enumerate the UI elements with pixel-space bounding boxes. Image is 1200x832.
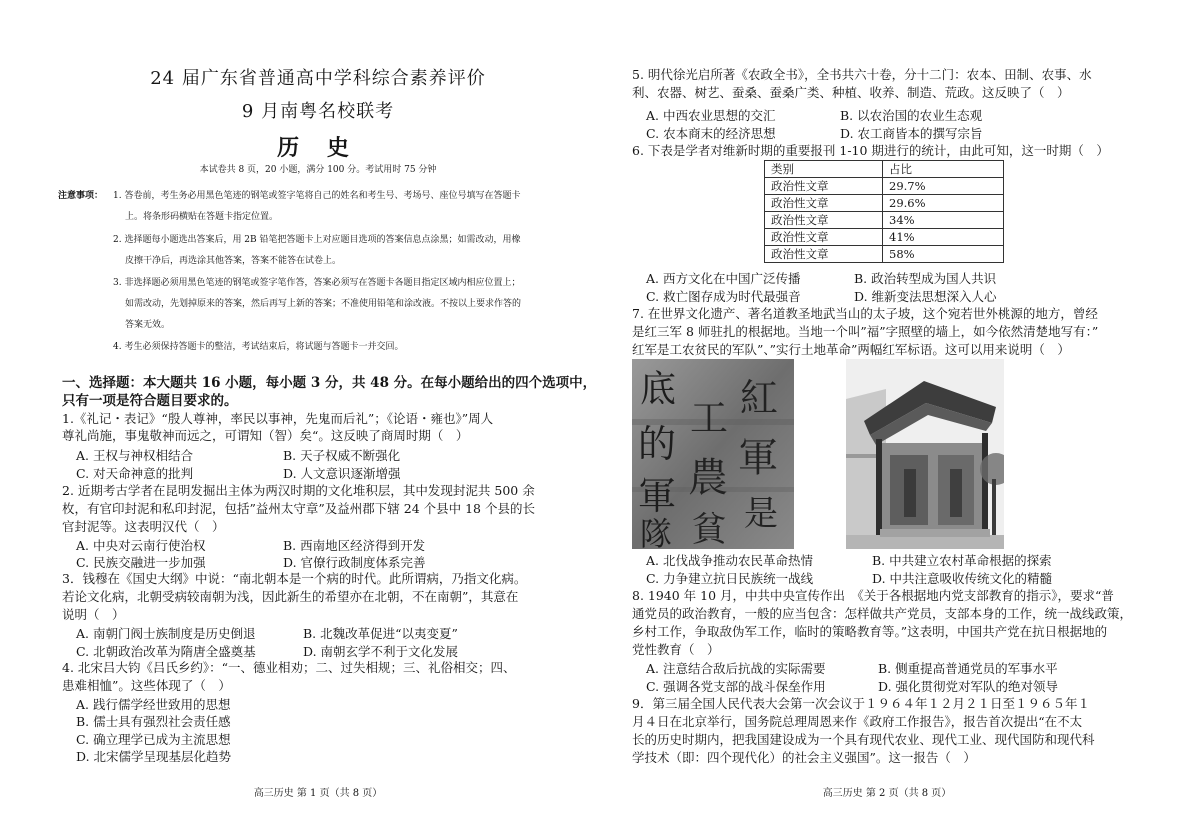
exam-info: 本试卷共 8 页，20 小题，满分 100 分。考试用时 75 分钟	[199, 165, 437, 175]
option-b[interactable]: B. 北魏改革促进“以夷变夏”	[303, 626, 458, 641]
calligraphy-char: 軍	[738, 435, 778, 481]
notice-line: 如需改动，先划掉原来的答案，然后再写上新的答案；不准使用铅笔和涂改液。不按以上要求作答的	[125, 299, 522, 309]
option-c[interactable]: C. 北朝政治改革为隋唐全盛奠基	[76, 644, 256, 659]
calligraphy-char: 農	[688, 455, 728, 501]
option-b[interactable]: B. 以农治国的农业生态观	[840, 108, 983, 123]
question-text: 红军是工农贫民的军队”、”实行土地革命”两幅红军标语。这可以用来说明（ ）	[632, 342, 1070, 357]
option-d[interactable]: D. 中共注意吸收传统文化的精髓	[872, 571, 1053, 586]
option-a[interactable]: A. 注意结合敌后抗战的实际需要	[646, 661, 826, 676]
section-heading: 一、选择题：本大题共 16 小题，每小题 3 分，共 48 分。在每小题给出的四个选项中，	[62, 375, 597, 391]
table-cell: 政治性文章	[765, 229, 883, 246]
question-text: 若论文化病，北朝受病较南朝为浅，因此新生的希望亦在北朝，不在南朝”，其意在	[62, 589, 519, 604]
table-cell: 29.7%	[883, 178, 1004, 195]
option-b[interactable]: B. 天子权威不断强化	[283, 448, 401, 463]
table-cell: 34%	[883, 212, 1004, 229]
question-text: 7. 在世界文化遗产、著名道教圣地武当山的太子坡，这个宛若世外桃源的地方，曾经	[632, 306, 1098, 321]
question-text: 8. 1940 年 10 月，中共中央宣传作出 《关于各根据地内党支部教育的指示》，要求“普	[632, 588, 1114, 603]
calligraphy-char: 的	[638, 422, 677, 466]
calligraphy-char: 隊	[640, 515, 673, 549]
option-d[interactable]: D. 维新变法思想深入人心	[854, 289, 997, 304]
section-heading: 只有一项是符合题目要求的。	[62, 393, 238, 409]
exam-title-line2: 9 月南粤名校联考	[241, 101, 395, 122]
question-text: 5. 明代徐光启所著《农政全书》，全书共六十卷，分十二门：农本、田制、农事、水	[632, 67, 1092, 82]
calligraphy-char: 底	[640, 369, 677, 410]
question-text: 说明（ ）	[62, 607, 125, 622]
calligraphy-char: 軍	[638, 474, 677, 518]
question-text: 1.《礼记・表记》“殷人尊神，率民以事神，先鬼而后礼”；《论语・雍也》”周人	[62, 411, 494, 426]
page-footer: 高三历史 第 2 页（共 8 页）	[822, 788, 952, 799]
notice-line: 1. 答卷前，考生务必用黑色笔迹的钢笔或签字笔将自己的姓名和考生号、考场号、座位号填写在答题卡	[113, 191, 521, 201]
calligraphy-char: 紅	[740, 376, 779, 420]
option-b[interactable]: B. 西南地区经济得到开发	[283, 538, 426, 553]
option-c[interactable]: C. 民族交融进一步加强	[76, 555, 206, 570]
option-d[interactable]: D. 强化贯彻党对军队的绝对领导	[878, 679, 1059, 694]
table-cell: 政治性文章	[765, 246, 883, 263]
table-row	[765, 246, 1004, 263]
option-c[interactable]: C. 力争建立抗日民族统一战线	[646, 571, 814, 586]
option-a[interactable]: A. 南朝门阀士族制度是历史倒退	[76, 626, 256, 641]
option-c[interactable]: C. 确立理学已成为主流思想	[76, 732, 231, 747]
question-text: 利、农器、树艺、蚕桑、蚕桑广类、种植、收养、制造、荒政。这反映了（ ）	[632, 85, 1070, 100]
question-text: 乡村工作，争取敌伪军工作，临时的策略教育等。”这表明，中国共产党在抗日根据地的	[632, 624, 1108, 639]
question-text: 3．钱穆在《国史大纲》中说：“南北朝本是一个病的时代。此所谓病，乃指文化病。	[62, 571, 527, 586]
table-row	[765, 178, 1004, 195]
table-cell: 政治性文章	[765, 195, 883, 212]
table-cell: 政治性文章	[765, 178, 883, 195]
option-c[interactable]: C. 强调各党支部的战斗保垒作用	[646, 679, 826, 694]
option-b[interactable]: B. 儒士具有强烈社会责任感	[76, 714, 231, 729]
option-d[interactable]: D. 农工商皆本的撰写宗旨	[840, 126, 983, 141]
calligraphy-char: 是	[744, 494, 778, 534]
notice-line: 2. 选择题每小题选出答案后，用 2B 铅笔把答题卡上对应题目选项的答案信息点涂黑；如需改动，用橡	[113, 235, 521, 245]
exam-title-line1: 24 届广东省普通高中学科综合素养评价	[150, 68, 486, 89]
notice-line: 上。将条形码横贴在答题卡指定位置。	[125, 212, 279, 222]
question-text: 尊礼尚施，事鬼敬神而远之，可谓知（智）矣“。这反映了商周时期（ ）	[62, 428, 469, 443]
table-cell: 29.6%	[883, 195, 1004, 212]
page-footer: 高三历史 第 1 页（共 8 页）	[253, 788, 383, 799]
option-b[interactable]: B. 侧重提高普通党员的军事水平	[878, 661, 1058, 676]
notice-line: 答案无效。	[125, 320, 171, 330]
question-text: 4. 北宋吕大钧《吕氏乡约》：“一、德业相劝；二、过失相规；三、礼俗相交；四、	[62, 660, 516, 675]
table-header-cell: 类别	[765, 161, 883, 178]
table-cell: 41%	[883, 229, 1004, 246]
option-c[interactable]: C. 农本商末的经济思想	[646, 126, 776, 141]
calligraphy-char: 工	[690, 396, 729, 440]
notice-line: 4. 考生必须保持答题卡的整洁，考试结束后，将试题与答题卡一并交回。	[113, 342, 404, 352]
question-text: 官封泥等。这表明汉代（ ）	[62, 519, 225, 534]
calligraphy-char: 貧	[692, 510, 726, 549]
table-row	[765, 212, 1004, 229]
slogan-calligraphy-photo	[632, 359, 794, 549]
option-a[interactable]: A. 践行儒学经世致用的思想	[76, 697, 231, 712]
notice-line: 皮擦干净后，再选涂其他答案，答案不能答在试卷上。	[125, 256, 342, 266]
screen-wall-building-photo	[846, 359, 1004, 549]
option-d[interactable]: D. 人文意识逐渐增强	[283, 466, 401, 481]
question-text: 通党员的政治教育，一般的应当包含：怎样做共产党员，支部本身的工作，统一战线政策，	[632, 606, 1133, 621]
option-c[interactable]: C. 救亡图存成为时代最强音	[646, 289, 801, 304]
question-text: 6. 下表是学者对维新时期的重要报刊 1-10 期进行的统计，由此可知，这一时期（ ）	[632, 143, 1109, 158]
notice-line: 3. 非选择题必须用黑色笔迹的钢笔或签字笔作答，答案必须写在答题卡各题目指定区域内相应位置上；	[113, 278, 521, 288]
table-cell: 政治性文章	[765, 212, 883, 229]
option-b[interactable]: B. 政治转型成为国人共识	[854, 271, 997, 286]
question-text: 2. 近期考古学者在昆明发掘出主体为两汉时期的文化堆积层，其中发现封泥共 500 余	[62, 483, 535, 498]
statistics-table	[764, 160, 1004, 263]
option-a[interactable]: A. 西方文化在中国广泛传播	[646, 271, 801, 286]
option-a[interactable]: A. 中西农业思想的交汇	[646, 108, 776, 123]
table-header-cell: 占比	[883, 161, 1004, 178]
question-text: 患难相恤”。这些体现了（ ）	[62, 678, 231, 693]
option-a[interactable]: A. 中央对云南行使治权	[76, 538, 206, 553]
question-text: 长的历史时期内，把我国建设成为一个具有现代农业、现代工业、现代国防和现代科	[632, 732, 1095, 747]
option-d[interactable]: D. 南朝玄学不利于文化发展	[303, 644, 459, 659]
question-text: 枚，有官印封泥和私印封泥，包括”益州太守章”及益州郡下辖 24 个县中 18 个县的长	[62, 501, 535, 516]
question-text: 9．第三届全国人民代表大会第一次会议于１９６４年１２月２１日至１９６５年１	[632, 696, 1090, 711]
question-text: 学技术（即：四个现代化）的社会主义强国”。这一报告（ ）	[632, 750, 976, 765]
option-d[interactable]: D. 官僚行政制度体系完善	[283, 555, 426, 570]
subject-title: 历 史	[277, 135, 359, 161]
option-c[interactable]: C. 对天命神意的批判	[76, 466, 194, 481]
option-d[interactable]: D. 北宋儒学呈现基层化趋势	[76, 749, 232, 764]
table-header-row	[765, 161, 1004, 178]
table-cell: 58%	[883, 246, 1004, 263]
table-row	[765, 195, 1004, 212]
question-text: 是红三军 8 师驻扎的根据地。当地一个叫”福”字照壁的墙上，如今依然清楚地写有：”	[632, 324, 1099, 339]
option-b[interactable]: B. 中共建立农村革命根据的探索	[872, 553, 1052, 568]
question-text: 党性教育（ ）	[632, 642, 720, 657]
table-row	[765, 229, 1004, 246]
option-a[interactable]: A. 王权与神权相结合	[76, 448, 193, 463]
question-text: 月４日在北京举行，国务院总理周恩来作《政府工作报告》，报告首次提出“在不太	[632, 714, 1083, 729]
notice-label: 注意事项：	[58, 191, 104, 201]
option-a[interactable]: A. 北伐战争推动农民革命热情	[646, 553, 813, 568]
